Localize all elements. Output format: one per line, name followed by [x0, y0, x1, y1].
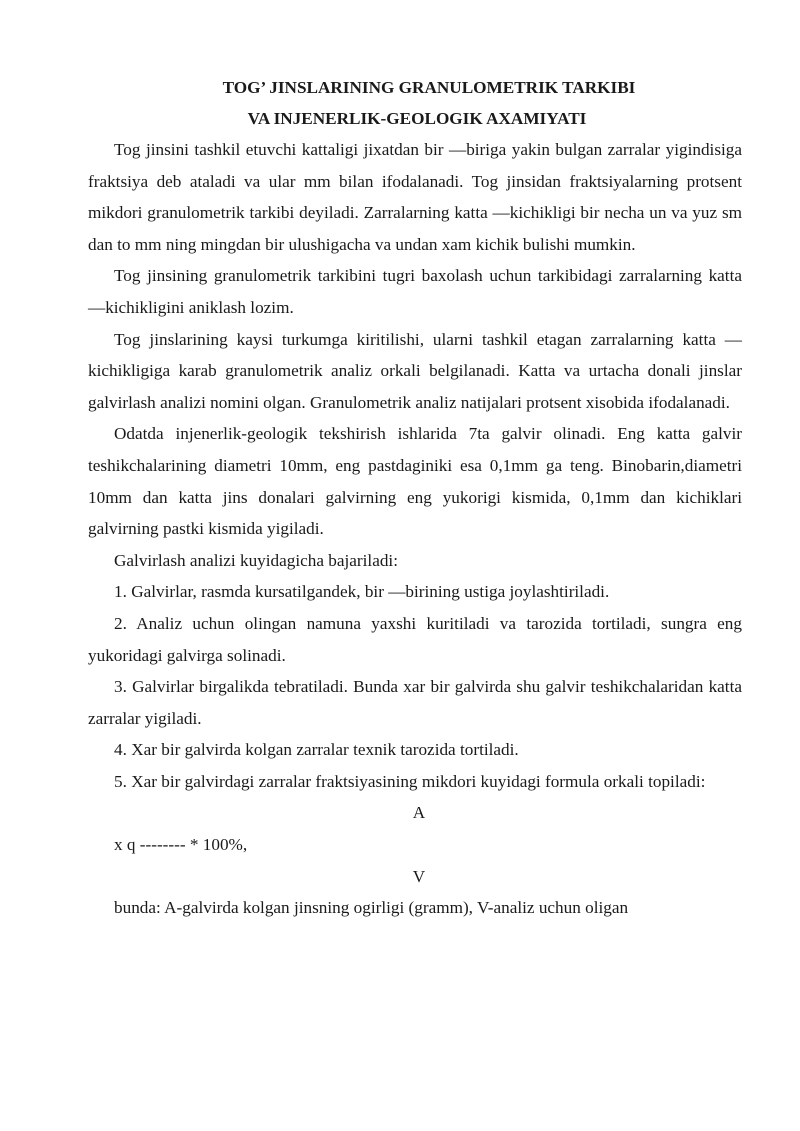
list-item-step-5: 5. Xar bir galvirdagi zarralar fraktsiyasining mikdori kuyidagi formula orkali topiladi: [114, 771, 706, 791]
formula-denominator: V [412, 866, 426, 886]
list-item-step-4: 4. Xar bir galvirda kolgan zarralar texnik tarozida tortiladi. [114, 740, 519, 760]
list-item-step-2: 2. Analiz uchun olingan namuna yaxshi kuritiladi va tarozida tortiladi, sungra eng yukoridagi galvirga solinadi. [88, 613, 742, 665]
paragraph-fraction-definition: Tog jinsini tashkil etuvchi kattaligi jixatdan bir —biriga yakin bulgan zarralar yigindisiga fraktsiya deb ataladi va ular mm bilan ifodalanadi. Tog jinsidan fraktsiyalarning protsent mikdori granulometrik tarkibi deyiladi. Zarralarning katta —kichikligi bir necha un va yuz sm dan to mm ning mingdan bir ulushigacha va undan xam kichik bulishi mumkin. [88, 140, 742, 254]
document-page [88, 72, 742, 924]
formula-numerator: A [412, 803, 426, 823]
document-title-line-1: TOG’ JINSLARINING GRANULOMETRIK TARKIBI [222, 78, 636, 97]
list-item-step-1: 1. Galvirlar, rasmda kursatilgandek, bir —birining ustiga joylashtiriladi. [114, 582, 610, 602]
paragraph-granulometric-assessment: Tog jinsining granulometrik tarkibini tugri baxolash uchun tarkibidagi zarralarning katta —kichikligini aniklash lozim. [88, 266, 742, 317]
paragraph-procedure-intro: Galvirlash analizi kuyidagicha bajariladi: [114, 550, 398, 570]
paragraph-sieves: Odatda injenerlik-geologik tekshirish ishlarida 7ta galvir olinadi. Eng katta galvir teshikchalarining diametri 10mm, eng pastdaginiki esa 0,1mm ga teng. Binobarin,diametri 10mm dan katta jins donalari galvirning eng yukorigi kismida, 0,1mm dan kichiklari galvirning pastki kismida yigiladi. [88, 424, 742, 539]
paragraph-formula-explanation: bunda: A-galvirda kolgan jinsning ogirligi (gramm), V-analiz uchun oligan [114, 898, 629, 918]
list-item-step-3: 3. Galvirlar birgalikda tebratiladi. Bunda xar bir galvirda shu galvir teshikchalaridan katta zarralar yigiladi. [88, 677, 742, 728]
formula-expression: x q -------- * 100%, [114, 835, 248, 855]
paragraph-classification: Tog jinslarining kaysi turkumga kiritilishi, ularni tashkil etagan zarralarning katta —kichikligiga karab granulometrik analiz orkali belgilanadi. Katta va urtacha donali jinslar galvirlash analizi nomini olgan. Granulometrik analiz natijalari protsent xisobida ifodalanadi. [88, 329, 742, 412]
document-title-line-2: VA INJENERLIK-GEOLOGIK AXAMIYATI [247, 109, 587, 128]
